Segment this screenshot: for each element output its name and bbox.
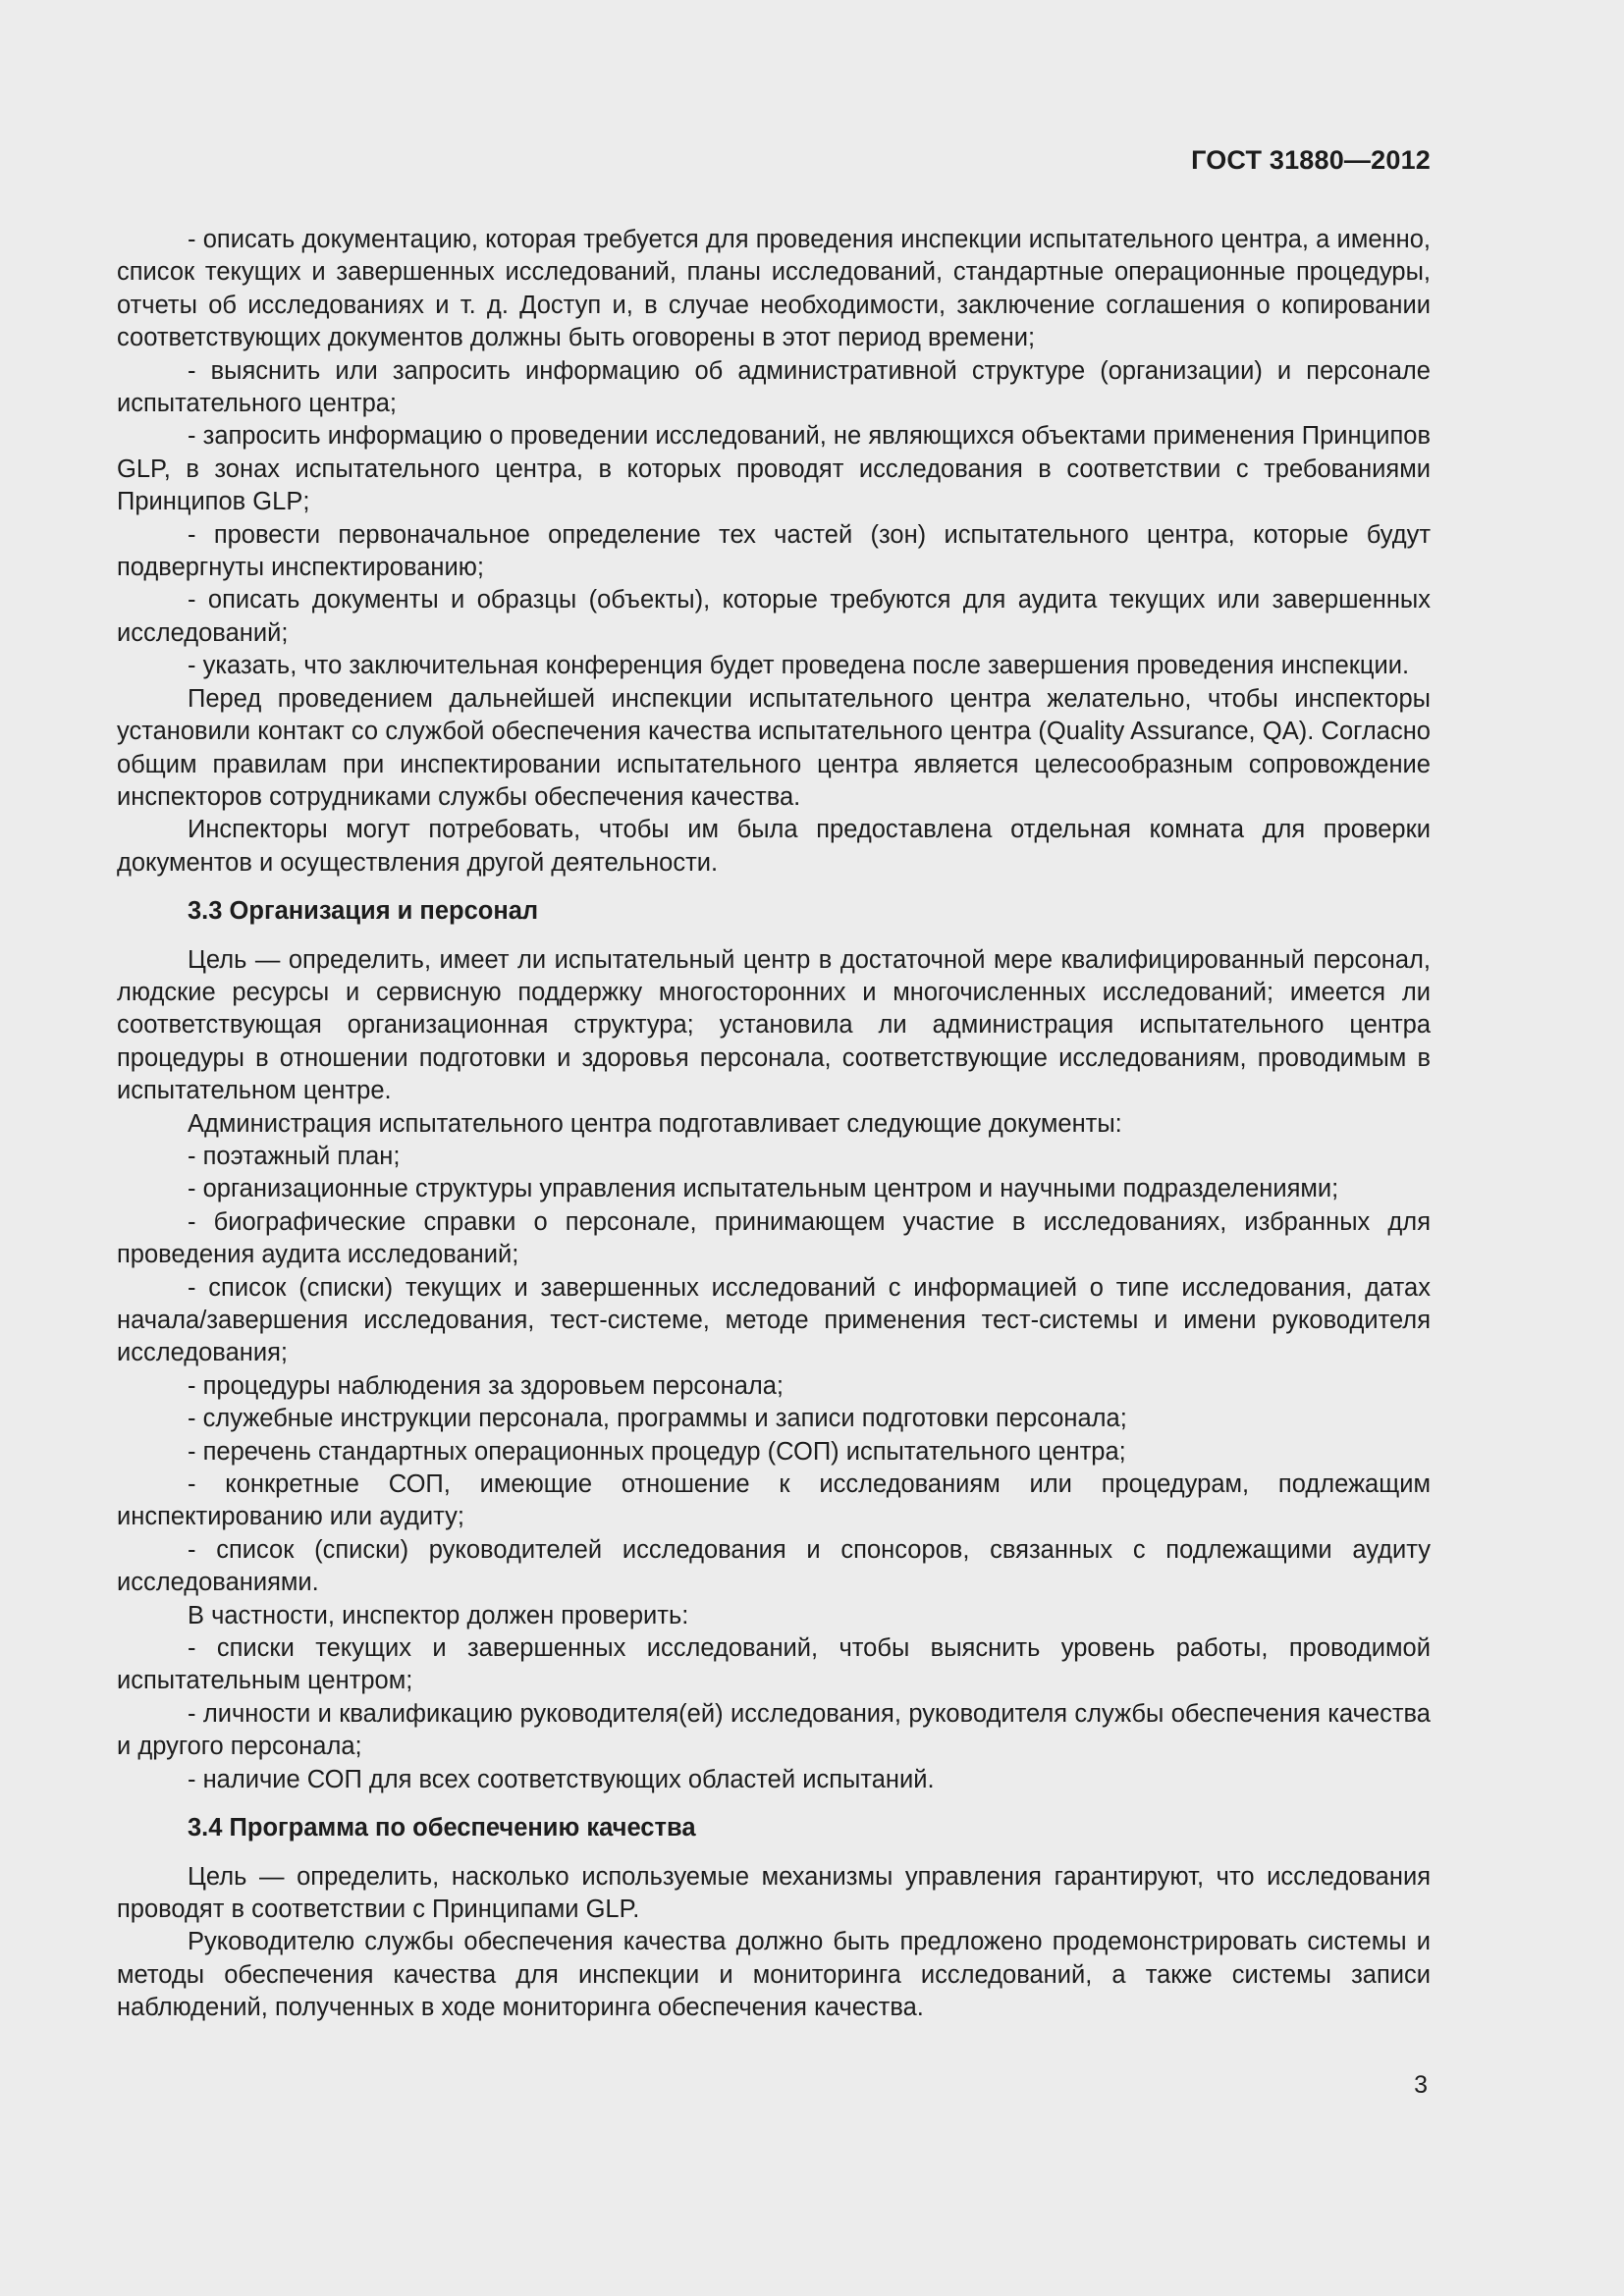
paragraph: - перечень стандартных операционных процедур (СОП) испытательного центра; <box>188 1437 1126 1466</box>
paragraph: - служебные инструкции персонала, программы и записи подготовки персонала; <box>188 1405 1127 1433</box>
paragraph: - поэтажный план; <box>188 1142 401 1170</box>
paragraph: - описать документы и образцы (объекты), которые требуются для аудита текущих или завершенных исследований; <box>117 586 1431 647</box>
paragraph: Перед проведением дальнейшей инспекции испытательного центра желательно, чтобы инспекторы установили контакт со службой обеспечения качества испытательного центра (Quality Assurance, QA). Согласно общим правилам при инспектировании испытательного центра является целесообразным сопровождение инспекторов сотрудниками службы обеспечения качества. <box>117 684 1431 811</box>
section-heading: 3.4 Программа по обеспечению качества <box>188 1814 696 1842</box>
paragraph: Цель — определить, насколько используемые механизмы управления гарантируют, что исследования проводят в соответствии с Принципами GLP. <box>117 1862 1431 1923</box>
paragraph: - указать, что заключительная конференция будет проведена после завершения проведения инспекции. <box>188 652 1410 680</box>
document-body <box>117 224 1431 2025</box>
paragraph: - запросить информацию о проведении исследований, не являющихся объектами применения Принципов GLP, в зонах испытательного центра, в которых проводят исследования в соответствии с требованиями Принципов GLP; <box>117 422 1431 516</box>
paragraph: - биографические справки о персонале, принимающем участие в исследованиях, избранных для проведения аудита исследований; <box>117 1207 1431 1269</box>
paragraph: - описать документацию, которая требуется для проведения инспекции испытательного центра, а именно, список текущих и завершенных исследований, планы исследований, стандартные операционные процедуры, отчеты об исследованиях и т. д. Доступ и, в случае необходимости, заключение соглашения о копировании соответствующих документов должны быть оговорены в этот период времени; <box>117 226 1431 352</box>
paragraph: - выяснить или запросить информацию об административной структуре (организации) и персонале испытательного центра; <box>117 356 1431 418</box>
paragraph: Руководителю службы обеспечения качества должно быть предложено продемонстрировать системы и методы обеспечения качества для инспекции и мониторинга исследований, а также системы записи наблюдений, полученных в ходе мониторинга обеспечения качества. <box>117 1928 1431 2022</box>
section-heading: 3.3 Организация и персонал <box>188 897 539 926</box>
paragraph: В частности, инспектор должен проверить: <box>188 1601 689 1629</box>
page-number: 3 <box>1414 2071 1428 2099</box>
paragraph: - личности и квалификацию руководителя(ей) исследования, руководителя службы обеспечения качества и другого персонала; <box>117 1699 1431 1761</box>
paragraph: - конкретные СОП, имеющие отношение к исследованиям или процедурам, подлежащим инспектированию или аудиту; <box>117 1470 1431 1531</box>
paragraph: - организационные структуры управления испытательным центром и научными подразделениями; <box>188 1175 1339 1203</box>
paragraph: - список (списки) текущих и завершенных исследований с информацией о типе исследования, датах начала/завершения исследования, тест-системе, методе применения тест-системы и имени руководителя исследования; <box>117 1273 1431 1367</box>
paragraph: - наличие СОП для всех соответствующих областей испытаний. <box>188 1765 935 1793</box>
paragraph: Инспекторы могут потребовать, чтобы им была предоставлена отдельная комната для проверки документов и осуществления другой деятельности. <box>117 816 1431 877</box>
paragraph: - провести первоначальное определение тех частей (зон) испытательного центра, которые будут подвергнуты инспектированию; <box>117 520 1431 582</box>
paragraph: Цель — определить, имеет ли испытательный центр в достаточной мере квалифицированный персонал, людские ресурсы и сервисную поддержку многосторонних и многочисленных исследований; имеется ли соответствующая организационная структура; установила ли администрация испытательного центра процедуры в отношении подготовки и здоровья персонала, соответствующие исследованиям, проводимым в испытательном центре. <box>117 945 1431 1105</box>
paragraph: - список (списки) руководителей исследования и спонсоров, связанных с подлежащими аудиту исследованиями. <box>117 1535 1431 1597</box>
paragraph: Администрация испытательного центра подготавливает следующие документы: <box>188 1109 1122 1138</box>
paragraph: - процедуры наблюдения за здоровьем персонала; <box>188 1371 785 1400</box>
document-code: ГОСТ 31880—2012 <box>1191 145 1431 175</box>
paragraph: - списки текущих и завершенных исследований, чтобы выяснить уровень работы, проводимой испытательным центром; <box>117 1634 1431 1695</box>
